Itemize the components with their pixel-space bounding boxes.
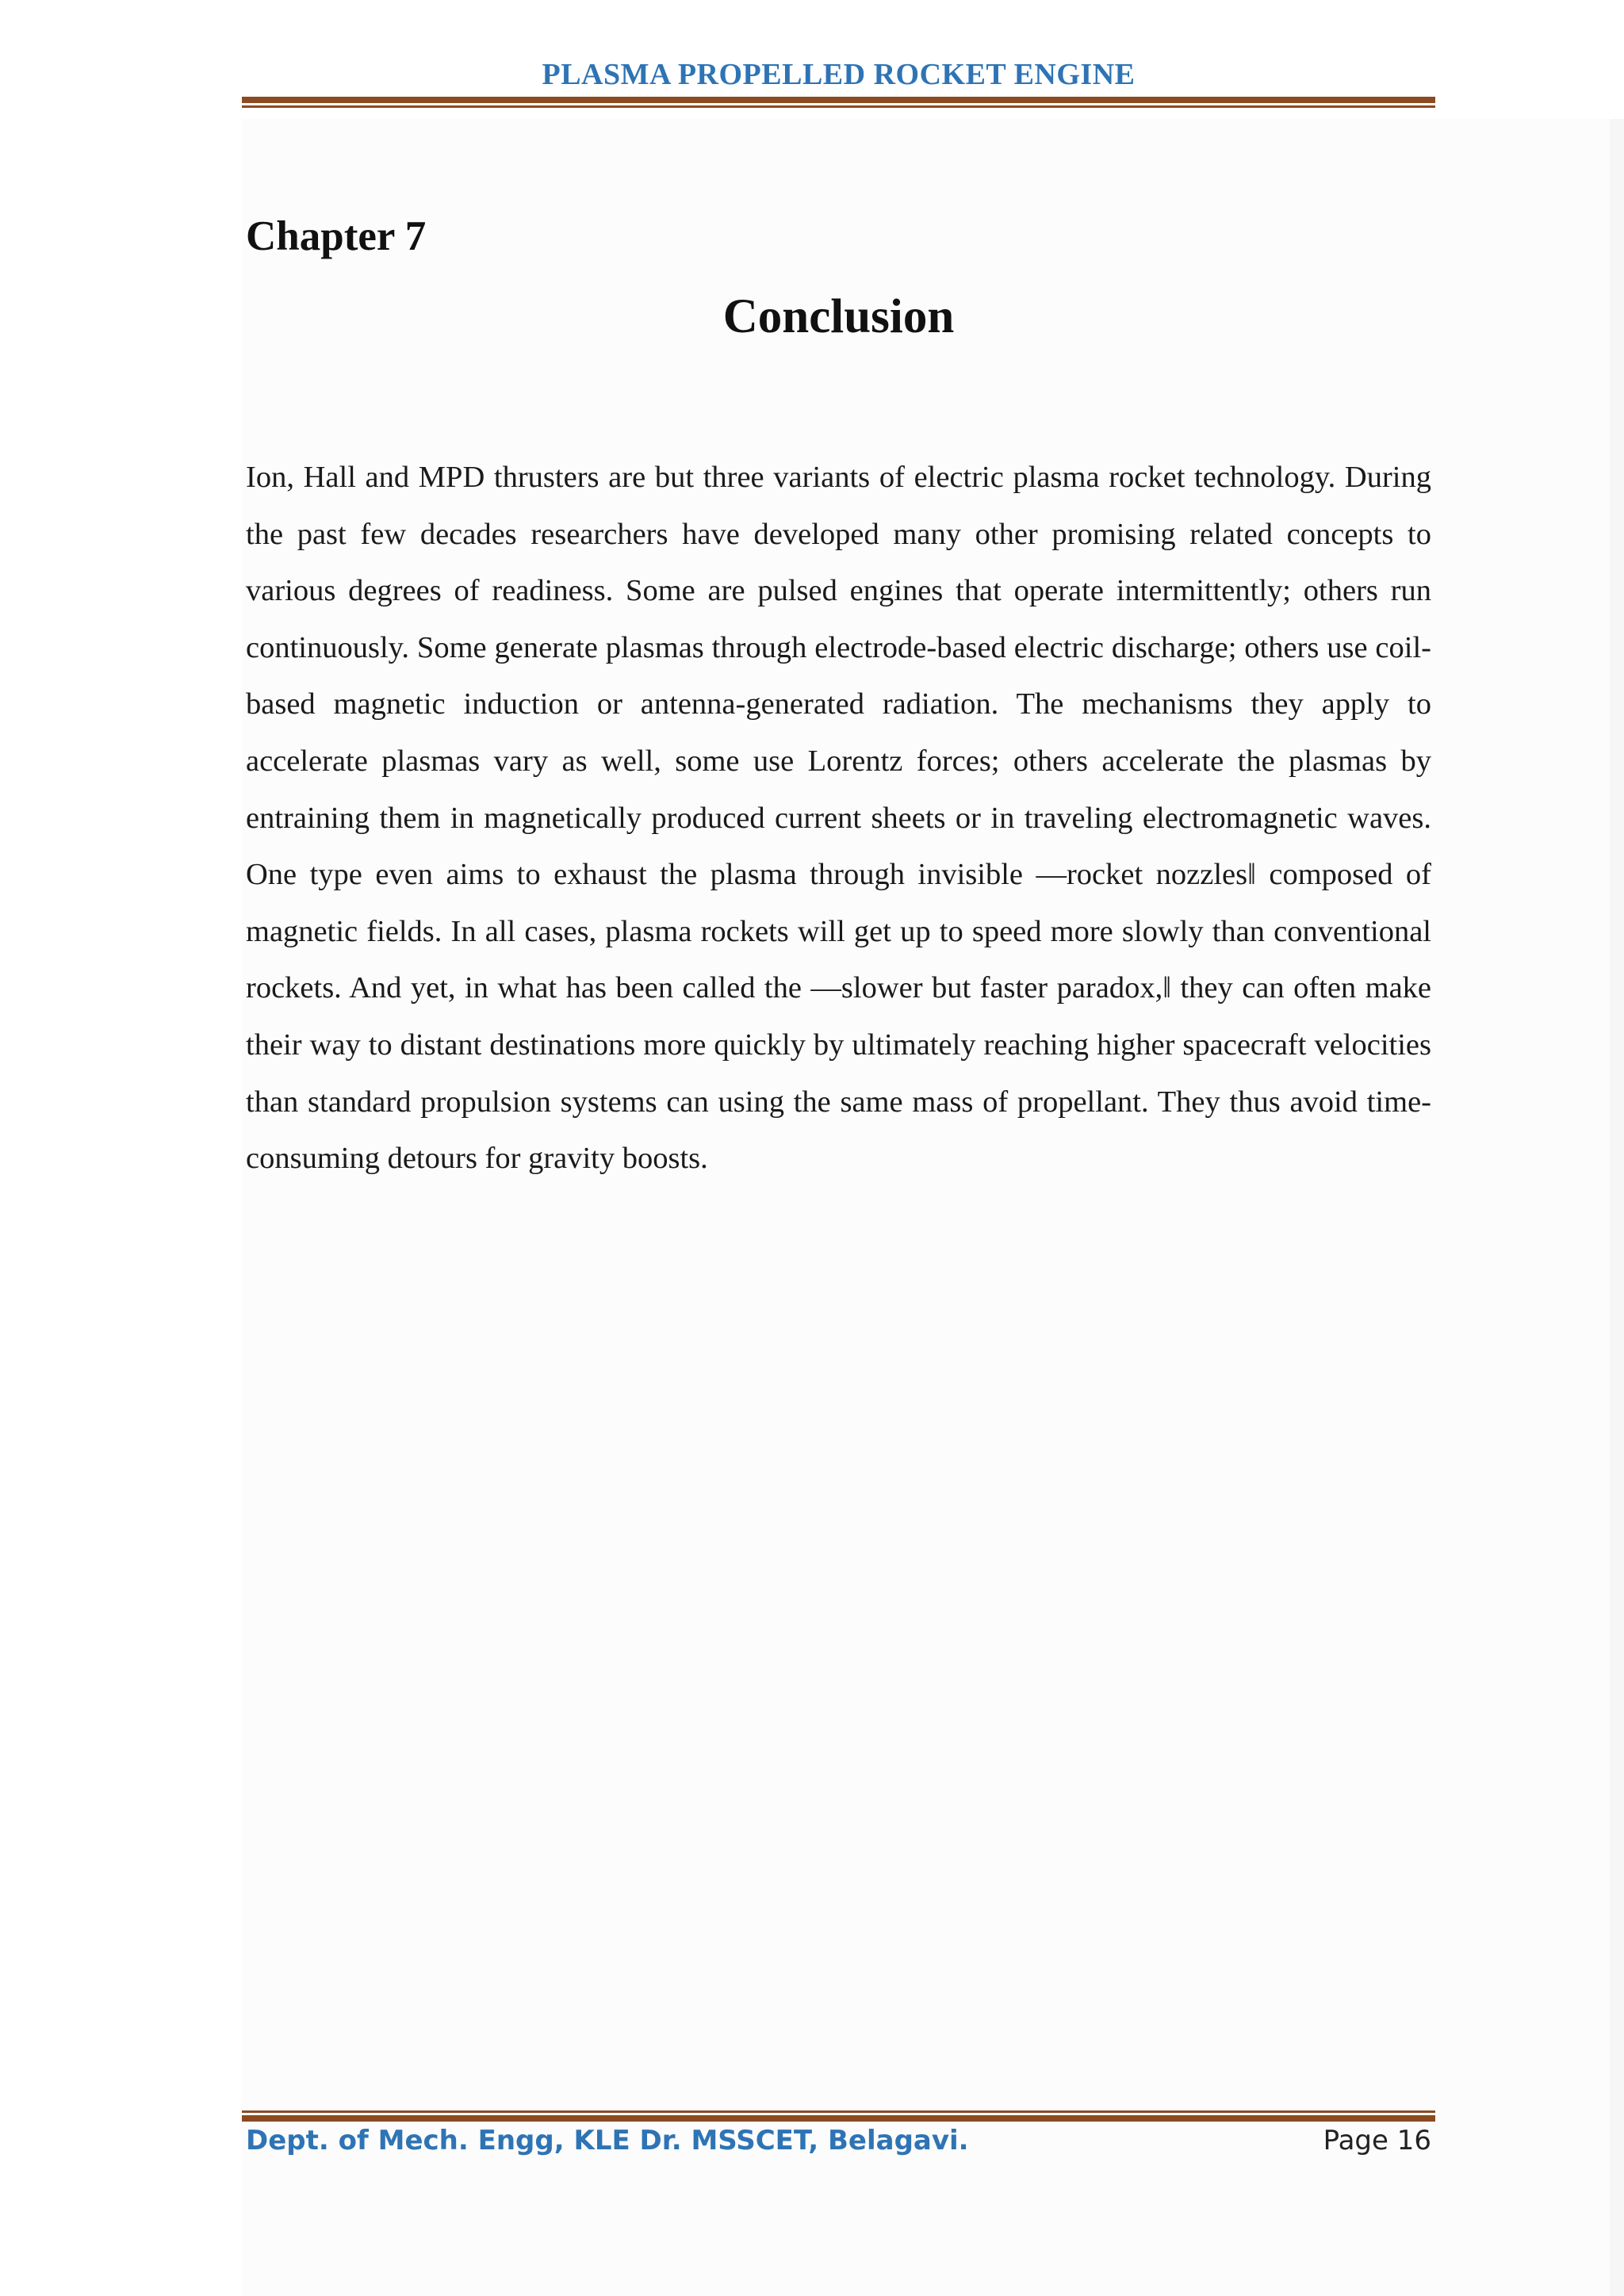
header-rule	[242, 97, 1435, 108]
conclusion-paragraph: Ion, Hall and MPD thrusters are but three variants of electric plasma rocket technology. During the past few decades researchers have developed many other promising related concepts to various degrees of readiness. Some are pulsed engines that operate intermittently; others run continuously. Some generate plasmas through electrode-based electric discharge; others use coil-based magnetic induction or antenna-generated radiation. The mechanisms they apply to accelerate plasmas vary as well, some use Lorentz forces; others accelerate the plasmas by entraining them in magnetically produced current sheets or in traveling electromagnetic waves. One type even aims to exhaust the plasma through invisible ―rocket nozzles‖ composed of magnetic fields. In all cases, plasma rockets will get up to speed more slowly than conventional rockets. And yet, in what has been called the ―slower but faster paradox,‖ they can often make their way to distant destinations more quickly by ultimately reaching higher spacecraft velocities than standard propulsion systems can using the same mass of propellant. They thus avoid time-consuming detours for gravity boosts.	[246, 461, 1431, 1176]
page-background	[242, 119, 1624, 2296]
page-number: Page 16	[1323, 2125, 1431, 2156]
chapter-title: Conclusion	[722, 290, 955, 343]
footer-department: Dept. of Mech. Engg, KLE Dr. MSSCET, Belagavi.	[246, 2125, 969, 2156]
footer-rule	[242, 2110, 1435, 2122]
page-edge-shadow	[1610, 119, 1624, 2296]
running-header-title: PLASMA PROPELLED ROCKET ENGINE	[542, 58, 1136, 91]
chapter-number: Chapter 7	[246, 213, 427, 259]
